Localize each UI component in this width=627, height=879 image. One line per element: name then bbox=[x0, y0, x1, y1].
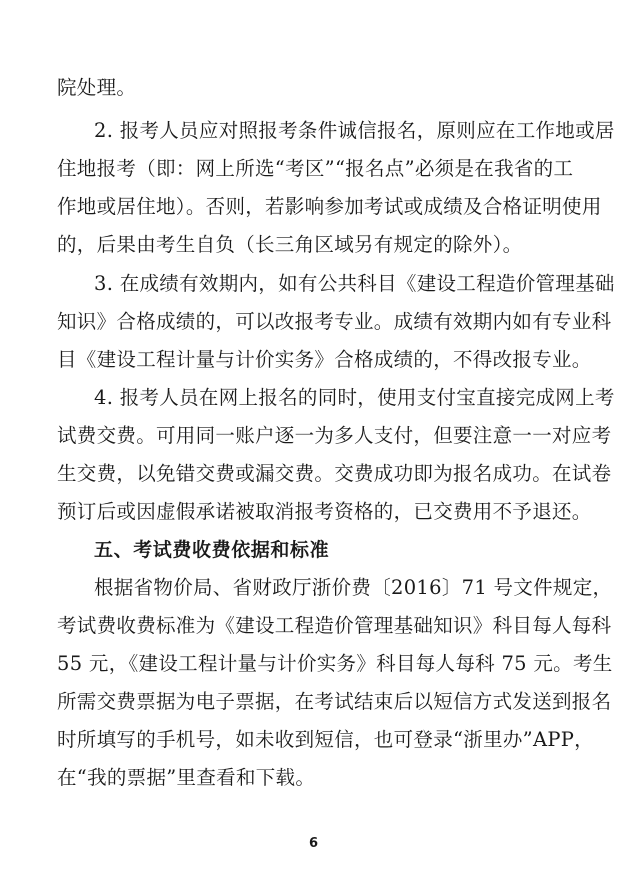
text-line: 试费交费。可用同一账户逐一为多人支付，但要注意一一对应考 bbox=[57, 424, 612, 447]
text-line: 在“我的票据”里查看和下载。 bbox=[57, 766, 316, 789]
paragraph-item-4-start: 4. 报考人员在网上报名的同时，使用支付宝直接完成网上考 bbox=[94, 386, 615, 409]
paragraph-item-3-start: 3. 在成绩有效期内，如有公共科目《建设工程造价管理基础 bbox=[94, 272, 615, 295]
text-line: 作地或居住地）。否则，若影响参加考试或成绩及合格证明使用 bbox=[57, 195, 602, 218]
text-line: 55 元，《建设工程计量与计价实务》科目每人每科 75 元。考生 bbox=[57, 652, 613, 675]
text-line: 目《建设工程计量与计价实务》合格成绩的，不得改报专业。 bbox=[57, 348, 592, 371]
text-line: 所需交费票据为电子票据，在考试结束后以短信方式发送到报名 bbox=[57, 690, 612, 713]
paragraph-item-2-start: 2. 报考人员应对照报考条件诚信报名，原则应在工作地或居 bbox=[94, 119, 615, 142]
text-line: 时所填写的手机号，如未收到短信，也可登录“浙里办”APP， bbox=[57, 728, 594, 751]
page-number: 6 bbox=[308, 836, 319, 851]
text-line: 考试费收费标准为《建设工程造价管理基础知识》科目每人每科 bbox=[57, 614, 612, 637]
text-line: 生交费，以免错交费或漏交费。交费成功即为报名成功。在试卷 bbox=[57, 462, 612, 485]
text-line: 预订后或因虚假承诺被取消报考资格的，已交费用不予退还。 bbox=[57, 500, 592, 523]
text-line: 住地报考（即：网上所选“考区”“报名点”必须是在我省的工 bbox=[57, 157, 574, 180]
paragraph-fee-start: 根据省物价局、省财政厅浙价费〔2016〕71 号文件规定， bbox=[94, 576, 613, 599]
section-heading: 五、考试费收费依据和标准 bbox=[94, 539, 330, 561]
text-line: 知识》合格成绩的，可以改报考专业。成绩有效期内如有专业科 bbox=[57, 310, 612, 333]
text-line: 的，后果由考生自负（长三角区域另有规定的除外）。 bbox=[57, 233, 523, 256]
text-line: 院处理。 bbox=[57, 76, 137, 99]
